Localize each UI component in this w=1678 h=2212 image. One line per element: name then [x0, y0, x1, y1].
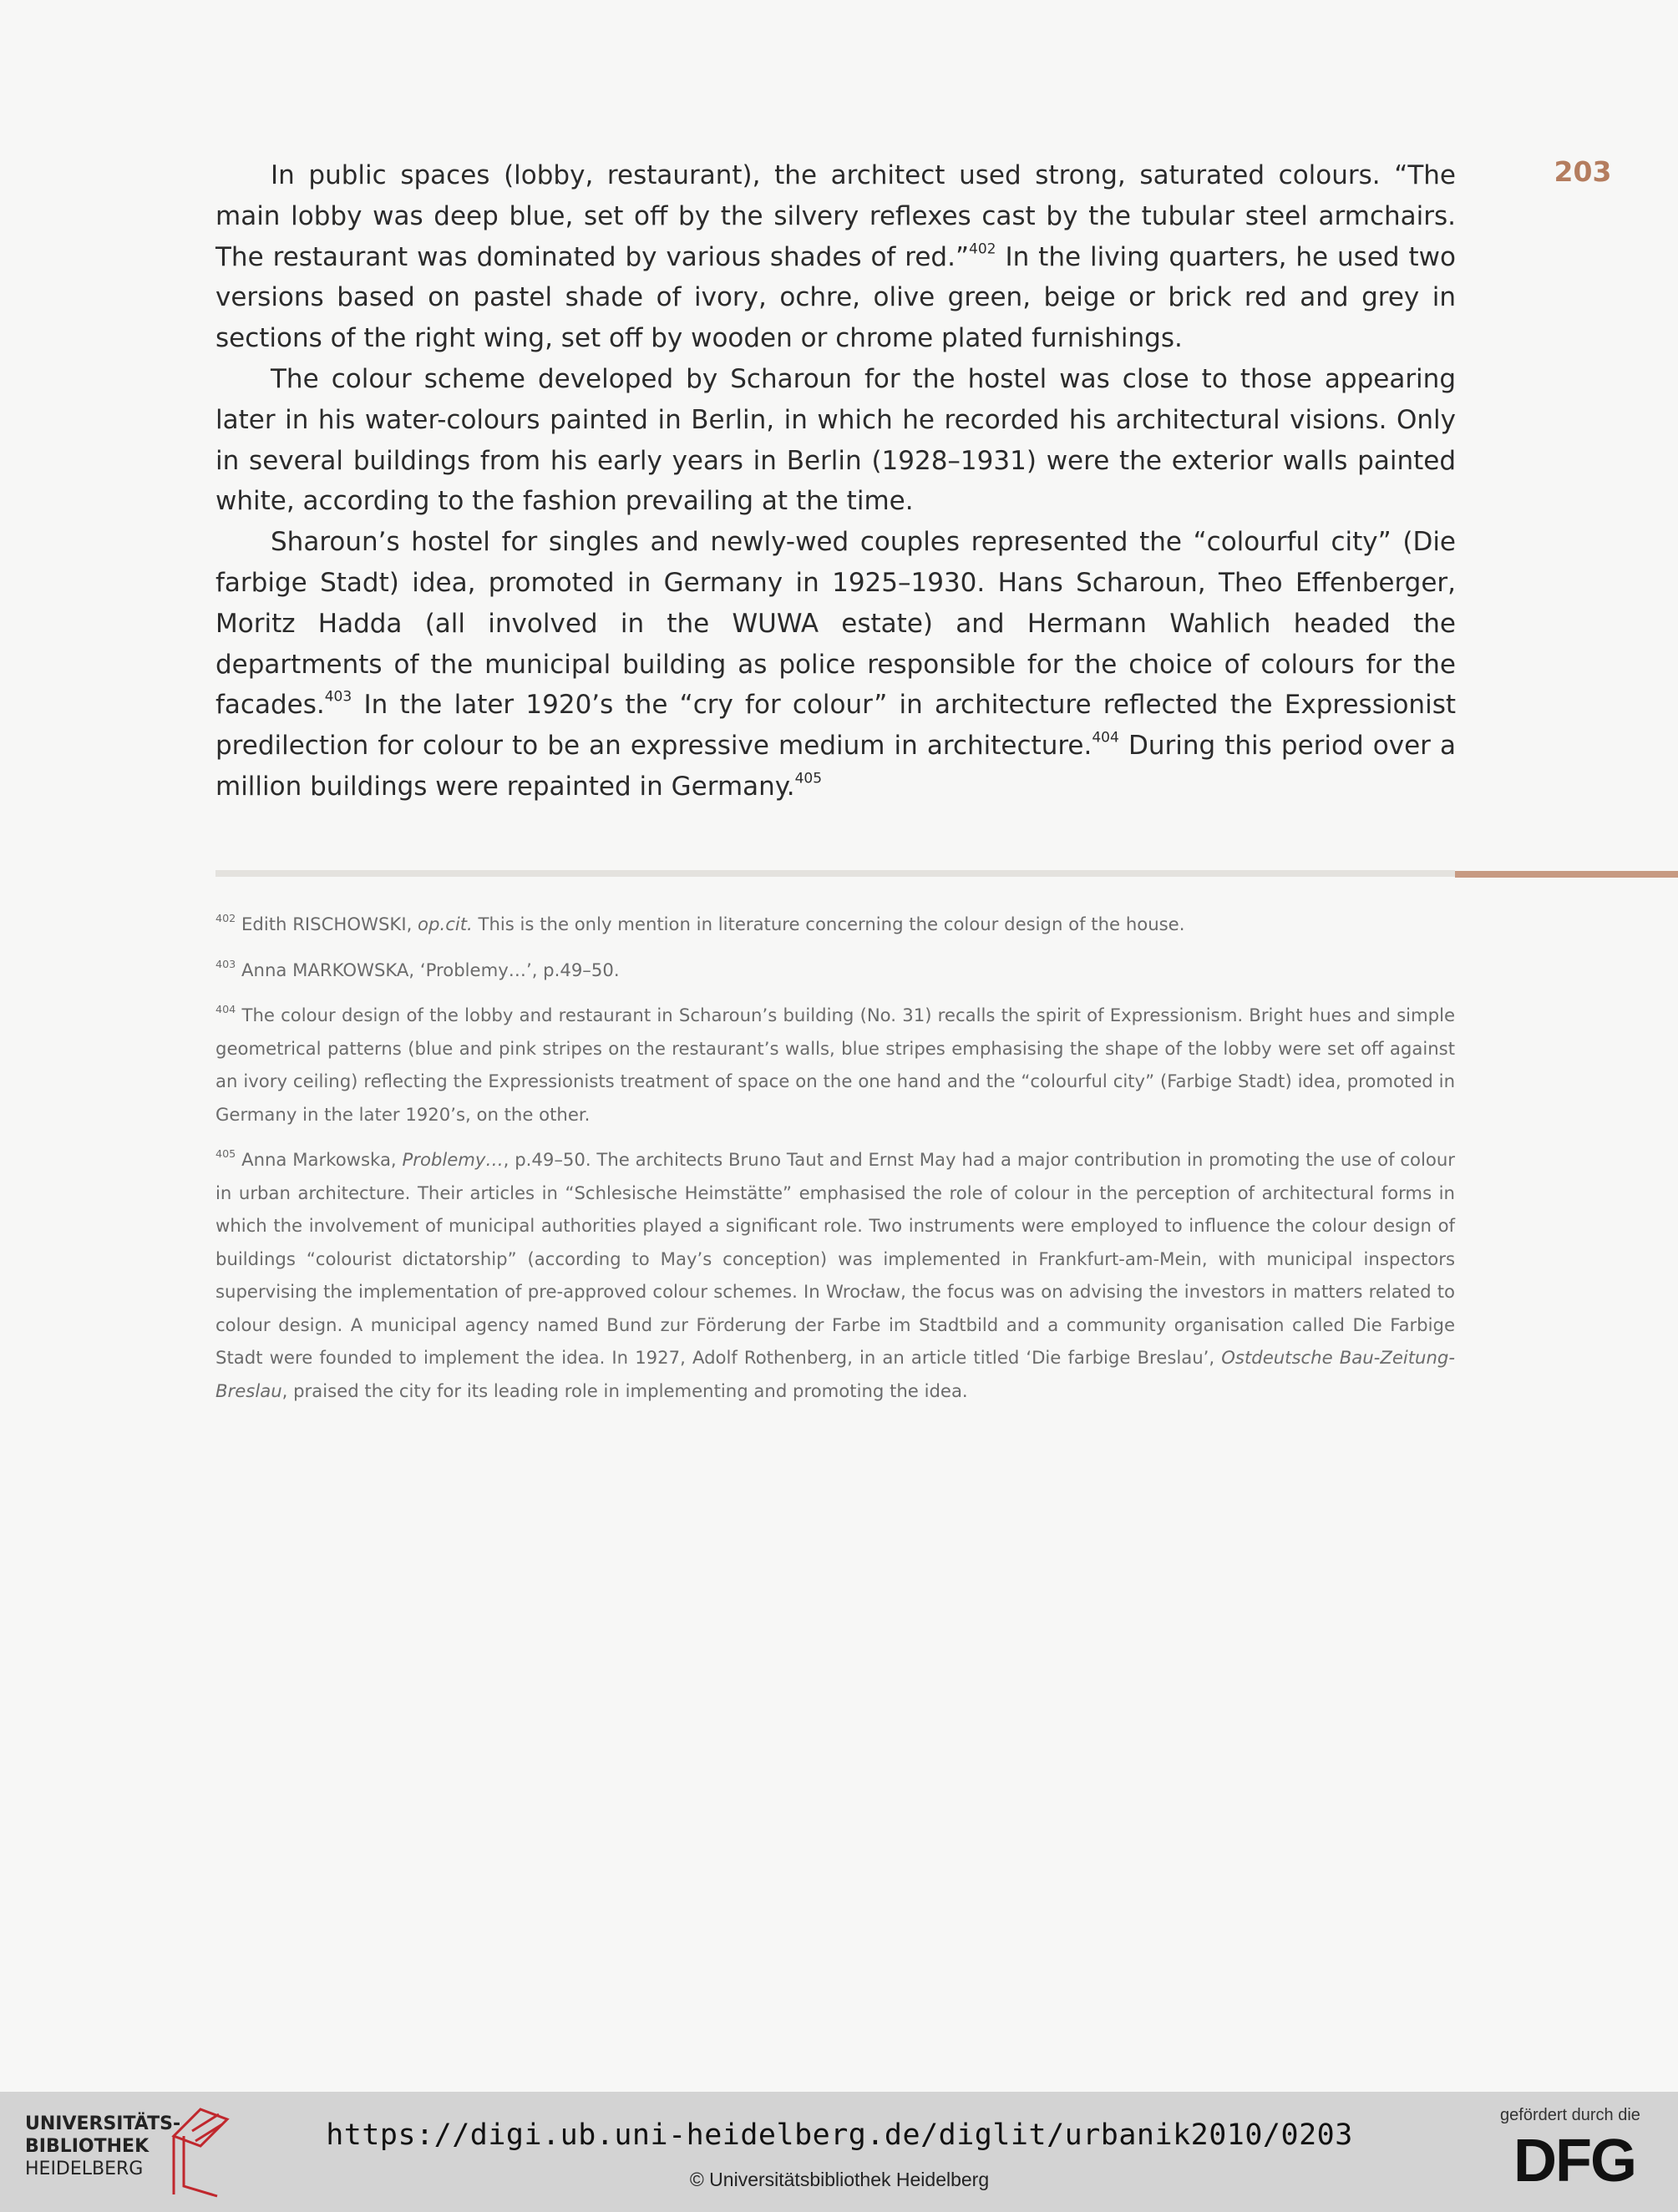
footnote-402 [215, 908, 1455, 941]
library-mark-icon [167, 2103, 234, 2204]
footnote-text: The colour design of the lobby and restaurant in Scharoun’s building (No. 31) recalls the spirit of Expressionism. Bright hues and simple geometrical patterns (blue and pink stripes on the restaurant’s walls, blue stripes emphasising the shape of the lobby were set off against an ivory ceiling) reflecting the Expressionists treatment of space on the one hand and the “colourful city” (Farbige Stadt) idea, promoted in Germany in the later 1920’s, on the other. [215, 1005, 1455, 1125]
copyright-text: © Universitätsbibliothek Heidelberg [689, 2169, 990, 2190]
footnote-italic: Problemy… [402, 1149, 504, 1170]
library-name-line-1: UNIVERSITÄTS- [25, 2113, 181, 2134]
footnote-divider-accent [1455, 871, 1678, 878]
footnote-text: Edith RISCHOWSKI, [236, 914, 418, 934]
library-name-line-2: BIBLIOTHEK [25, 2136, 150, 2157]
paragraph-3-text-a: Sharoun’s hostel for singles and newly-wed couples represented the “colourful city” (Die farbige Stadt) idea, promoted in Germany in 1925–1930. Hans Scharoun, Theo Effenberger, Moritz Hadda (all involved in the WUWA estate) and Hermann Wahlich headed the departments of the municipal building as police responsible for the choice of colours for the facades. [215, 527, 1456, 721]
library-name-line-3: HEIDELBERG [25, 2159, 144, 2179]
paragraph-1-text-a: In public spaces (lobby, restaurant), the architect used strong, saturated colours. “The main lobby was deep blue, set off by the silvery reflexes cast by the tubular steel armchairs. The restaurant was dominated by various shades of red.” [215, 160, 1456, 272]
viewer-footer [0, 2092, 1678, 2212]
paragraph-3-text-c: During this period over a million buildings were repainted in Germany. [215, 731, 1456, 802]
footnote-ref-405[interactable]: 405 [794, 770, 823, 787]
footnote-number: 404 [215, 1002, 236, 1015]
footnote-text: , p.49–50. The architects Bruno Taut and Ernst May had a major contribution in promoting the use of colour in urban architecture. Their articles in “Schlesische Heimstätte” emphasised the role of colour in the perception of architectural forms in which the involvement of municipal authorities played a significant role. Two instruments were employed to influence the colour design of buildings “colourist dictatorship” (according to May’s conception) was implemented in Frankfurt-am-Mein, with municipal inspectors supervising the implementation of pre-approved colour schemes. In Wrocław, the focus was on advising the investors in matters related to colour design. A municipal agency named Bund zur Förderung der Farbe im Stadtbild and a community organisation called Die Farbige Stadt were founded to implement the idea. In 1927, Adolf Rothenberg, in an article titled ‘Die farbige Breslau’, [215, 1149, 1455, 1368]
funding-note: gefördert durch die [1500, 2106, 1640, 2124]
footnote-divider [215, 870, 1455, 877]
paragraph-1 [215, 155, 1456, 359]
footnote-404 [215, 999, 1455, 1131]
footnote-ref-402[interactable]: 402 [969, 240, 996, 258]
footnote-text: This is the only mention in literature concerning the colour design of the house. [472, 914, 1185, 934]
footnote-405 [215, 1143, 1455, 1407]
footnote-italic: Ostdeutsche Bau-Zeitung-Breslau [215, 1347, 1456, 1401]
footnote-number: 403 [215, 957, 236, 970]
footnote-number: 402 [215, 911, 236, 924]
permalink-url[interactable]: https://digi.ub.uni-heidelberg.de/diglit/urbanik2010/0203 [326, 2118, 1353, 2152]
page-number: 203 [1554, 155, 1612, 188]
footnotes [215, 908, 1455, 1420]
footnote-text: Anna MARKOWSKA, ‘Problemy…’, p.49–50. [236, 959, 620, 980]
footnote-ref-403[interactable]: 403 [324, 688, 352, 706]
paragraph-3 [215, 522, 1456, 807]
footnote-text: , praised the city for its leading role in implementing and promoting the idea. [281, 1379, 968, 1401]
footnote-text: Anna Markowska, [236, 1149, 403, 1170]
footnote-ref-404[interactable]: 404 [1092, 729, 1119, 747]
footnote-italic: op.cit. [418, 914, 473, 934]
paragraph-3-text-b: In the later 1920’s the “cry for colour” in architecture reflected the Expressionist predilection for colour to be an expressive medium in architecture. [215, 690, 1456, 762]
footnote-number: 405 [215, 1146, 236, 1160]
main-text [215, 155, 1456, 807]
dfg-logo[interactable]: DFG [1513, 2128, 1635, 2194]
paragraph-1-text-b: In the living quarters, he used two versions based on pastel shade of ivory, ochre, olive green, beige or brick red and grey in sections of the right wing, set off by wooden or chrome plated furnishings. [215, 241, 1456, 354]
footnote-403 [215, 954, 1455, 987]
paragraph-2: The colour scheme developed by Scharoun for the hostel was close to those appearing later in his water-colours painted in Berlin, in which he recorded his architectural visions. Only in several buildings from his early years in Berlin (1928–1931) were the exterior walls painted white, according to the fashion prevailing at the time. [215, 363, 1456, 517]
